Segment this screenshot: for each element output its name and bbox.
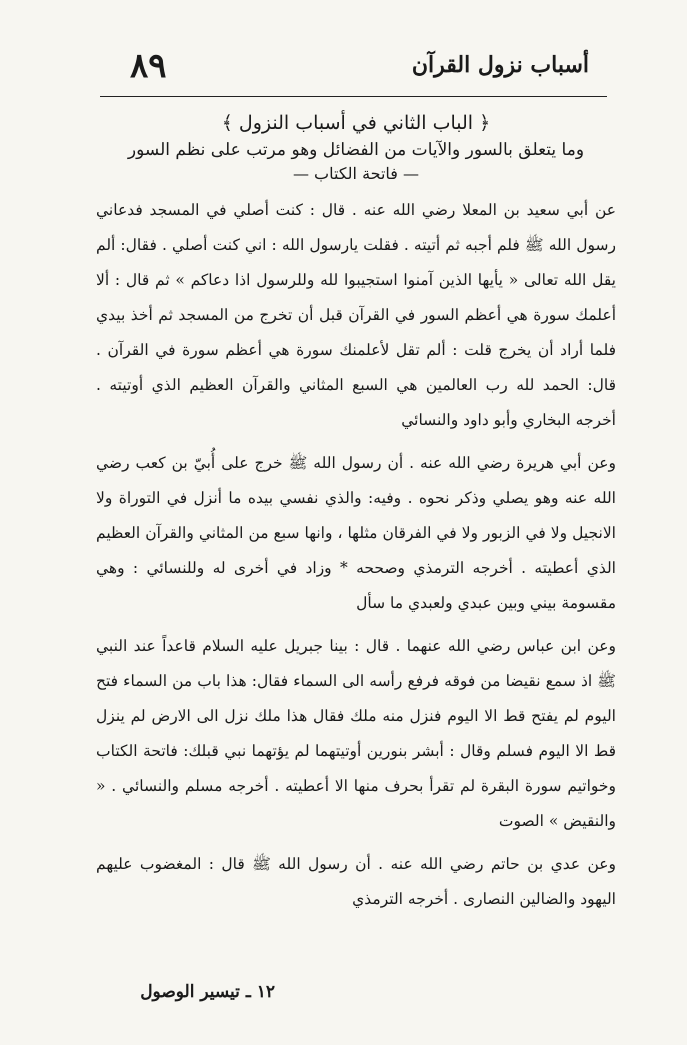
- chapter-subtitle: وما يتعلق بالسور والآيات من الفضائل وهو مرتب على نظم السور: [127, 140, 585, 160]
- page-body: [96, 108, 616, 925]
- footer-signature: ١٢ ـ تيسير الوصول: [140, 982, 275, 1002]
- header-rule: [100, 96, 607, 97]
- section-title: — فاتحة الكتاب —: [292, 164, 420, 183]
- book-title: أسباب نزول القرآن: [411, 52, 589, 78]
- running-header: [112, 46, 589, 92]
- paragraph: عن أبي سعيد بن المعلا رضي الله عنه . قال : كنت أصلي في المسجد فدعاني رسول الله ﷺ فلم أجبه ثم أتيته . فقلت يارسول الله : اني كنت أصلي . فقال: ألم يقل الله تعالى « يأيها الذين آمنوا استجيبوا لله وللرسول اذا دعاكم » ثم قال : ألا أعلمك سورة هي أعظم السور في القرآن قبل أن تخرج من المسجد ثم أخذ بيدي فلما أراد أن يخرج قلت : ألم تقل لأعلمنك سورة هي أعظم سورة في القرآن . قال: الحمد لله رب العالمين هي السبع المثاني والقرآن العظيم الذي أوتيته . أخرجه البخاري وأبو داود والنسائي: [96, 201, 616, 429]
- page-number: ٨٩: [130, 46, 167, 86]
- paragraph: وعن أبي هريرة رضي الله عنه . أن رسول الله ﷺ خرج على أُبيّ بن كعب رضي الله عنه وهو يصلي وذكر نحوه . وفيه: والذي نفسي بيده ما أنزل في التوراة ولا الانجيل ولا في الزبور ولا في الفرقان مثلها ، وانها سبع من المثاني والقرآن العظيم الذي أعطيته . أخرجه الترمذي وصححه * وزاد في أخرى له وللنسائي : وهي مقسومة بيني وبين عبدي ولعبدي ما سأل: [96, 454, 616, 612]
- paragraph: وعن ابن عباس رضي الله عنهما . قال : بينا جبريل عليه السلام قاعداً عند النبي ﷺ اذ سمع نقيضا من فوقه فرفع رأسه الى السماء فقال: هذا باب من السماء فتح اليوم لم يفتح قط الا اليوم فنزل منه ملك فقال هذا ملك نزل الى الارض لم ينزل قط الا اليوم فسلم وقال : أبشر بنورين أوتيتهما لم يؤتهما نبي قبلك: فاتحة الكتاب وخواتيم سورة البقرة لم تقرأ بحرف منها الا أعطيته . أخرجه مسلم والنسائي . « والنقيض » الصوت: [96, 637, 616, 830]
- chapter-title: ﴿ الباب الثاني في أسباب النزول ﴾: [221, 112, 491, 134]
- paragraph: وعن عدي بن حاتم رضي الله عنه . أن رسول الله ﷺ قال : المغضوب عليهم اليهود والضالين النصارى . أخرجه الترمذي: [96, 855, 616, 908]
